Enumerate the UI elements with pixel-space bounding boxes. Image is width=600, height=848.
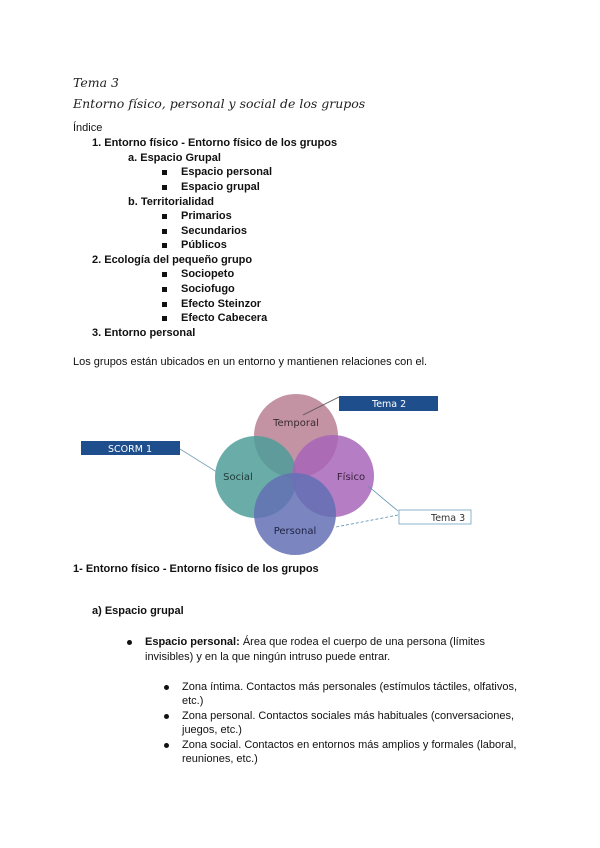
- index-item-publicos: Públicos: [181, 239, 227, 251]
- zona-intima-line-2: etc.): [182, 695, 204, 707]
- espacio-personal-text-2: invisibles) y en la que ningún intruso puede entrar.: [145, 651, 391, 663]
- index-item-1a: a. Espacio Grupal: [128, 152, 221, 164]
- index-item-1: 1. Entorno físico - Entorno físico de los grupos: [92, 137, 338, 149]
- section-1a-heading: a) Espacio grupal: [92, 605, 184, 617]
- label-personal: Personal: [273, 526, 317, 537]
- index-item-3: 3. Entorno personal: [92, 327, 196, 339]
- zona-personal-line-1: Zona personal. Contactos sociales más habituales (conversaciones,: [182, 710, 515, 722]
- connector-tema3-b: [336, 515, 398, 527]
- index-item-2: 2. Ecología del pequeño grupo: [92, 254, 253, 266]
- section-1-heading: 1- Entorno físico - Entorno físico de los grupos: [73, 563, 319, 575]
- index-heading: Índice: [73, 122, 103, 134]
- index-item-cabecera: Efecto Cabecera: [181, 312, 268, 324]
- circle-personal: [254, 473, 336, 555]
- intro-paragraph: Los grupos están ubicados en un entorno y mantienen relaciones con el.: [73, 356, 428, 368]
- espacio-personal-definition: [145, 636, 485, 649]
- connector-tema3-a: [368, 486, 398, 511]
- index-item-steinzor: Efecto Steinzor: [181, 298, 262, 310]
- label-fisico: Físico: [336, 472, 366, 483]
- espacio-personal-text-1: Área que rodea el cuerpo de una persona (límites: [239, 636, 485, 648]
- index-item-espacio-personal: Espacio personal: [181, 166, 273, 178]
- zona-personal-line-2: juegos, etc.): [182, 724, 242, 736]
- zona-social-line-1: Zona social. Contactos en entornos más amplios y formales (laboral,: [182, 739, 517, 751]
- espacio-personal-term: Espacio personal:: [145, 636, 240, 648]
- page-title: Tema 3: [73, 75, 119, 90]
- index-item-secundarios: Secundarios: [181, 225, 248, 237]
- tema2-label: Tema 2: [372, 399, 407, 410]
- index-item-espacio-grupal: Espacio grupal: [181, 181, 260, 193]
- scorm-label: SCORM 1: [108, 444, 153, 455]
- label-social: Social: [223, 472, 253, 483]
- index-item-sociopeto: Sociopeto: [181, 268, 235, 280]
- index-item-sociofugo: Sociofugo: [181, 283, 235, 295]
- zona-intima-line-1: Zona íntima. Contactos más personales (estímulos táctiles, olfativos,: [182, 681, 518, 693]
- index-item-primarios: Primarios: [181, 210, 232, 222]
- bullet-dot-icon: [164, 685, 169, 690]
- connector-scorm: [180, 449, 220, 474]
- bullet-dot-icon: [127, 640, 132, 645]
- bullet-dot-icon: [164, 743, 169, 748]
- page-subtitle: Entorno físico, personal y social de los grupos: [73, 96, 366, 111]
- tema3-label: Tema 3: [431, 513, 466, 524]
- zona-social-line-2: reuniones, etc.): [182, 753, 258, 765]
- index-item-1b: b. Territorialidad: [128, 196, 214, 208]
- bullet-dot-icon: [164, 714, 169, 719]
- label-temporal: Temporal: [273, 418, 319, 429]
